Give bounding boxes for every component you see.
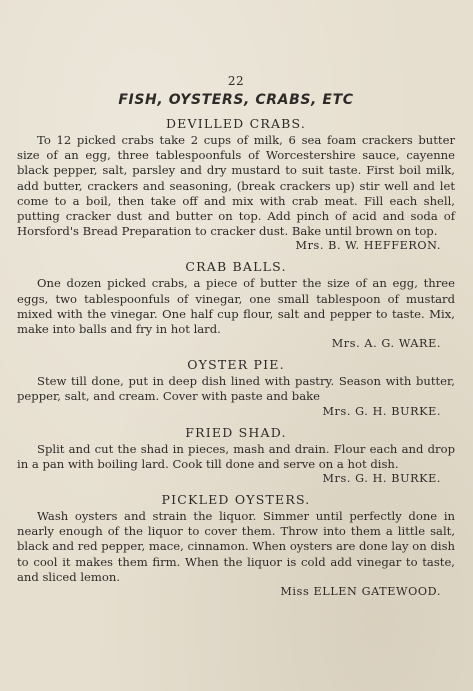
recipe-body: Stew till done, put in deep dish lined with pastry. Season with butter, pepper, salt, and cream. Cover with paste and bake <box>17 374 455 404</box>
recipe-author: Mrs. G. H. BURKE. <box>322 404 441 418</box>
section-title: FISH, OYSTERS, CRABS, ETC <box>118 92 354 108</box>
recipe-author: Miss ELLEN GATEWOOD. <box>280 585 441 599</box>
recipe-body: To 12 picked crabs take 2 cups of milk, 6 sea foam crackers butter size of an egg, three tablespoonfuls of Worcestershire sauce, cayenne black pepper, salt, parsley and dry mustard to suit taste. First boil milk, add butter, crackers and seasoning, (break crackers up) stir well and let come to a boil, then take off and mix with crab meat. Fill each shell, putting cracker dust and butter on top. Add pinch of acid and soda of Horsford's Bread Preparation to cracker dust. Bake until brown on top. <box>17 133 455 239</box>
recipe-author: Mrs. A. G. WARE. <box>331 337 441 351</box>
recipe-body: One dozen picked crabs, a piece of butter the size of an egg, three eggs, two tablespoonfuls of vinegar, one small tablespoon of mustard mixed with the vinegar. One half cup flour, salt and pepper to taste. Mix, make into balls and fry in hot lard. <box>17 276 455 337</box>
recipe-body: Wash oysters and strain the liquor. Simmer until perfectly done in nearly enough of the liquor to cover them. Throw into them a little salt, black and red pepper, mace, cinnamon. When oysters are done lay on dish to cool it makes them firm. When the liquor is cold add vinegar to taste, and sliced lemon. <box>17 509 455 584</box>
recipe-title: OYSTER PIE. <box>187 357 285 373</box>
recipe-pickled-oysters <box>17 492 455 599</box>
recipe-title: PICKLED OYSTERS. <box>161 492 311 508</box>
recipe-oyster-pie <box>17 357 455 418</box>
recipe-crab-balls <box>17 259 455 351</box>
recipe-devilled-crabs <box>17 116 455 253</box>
recipe-author: Mrs. G. H. BURKE. <box>322 472 441 486</box>
recipe-title: DEVILLED CRABS. <box>165 116 307 131</box>
page-number: 22 <box>227 74 245 88</box>
recipe-title: CRAB BALLS. <box>185 259 287 275</box>
recipe-body: Split and cut the shad in pieces, mash and drain. Flour each and drop in a pan with boiling lard. Cook till done and serve on a hot dish. <box>17 441 455 471</box>
recipe-title: FRIED SHAD. <box>185 424 287 440</box>
recipe-fried-shad <box>17 425 455 486</box>
recipe-author: Mrs. B. W. HEFFERON. <box>295 239 441 253</box>
